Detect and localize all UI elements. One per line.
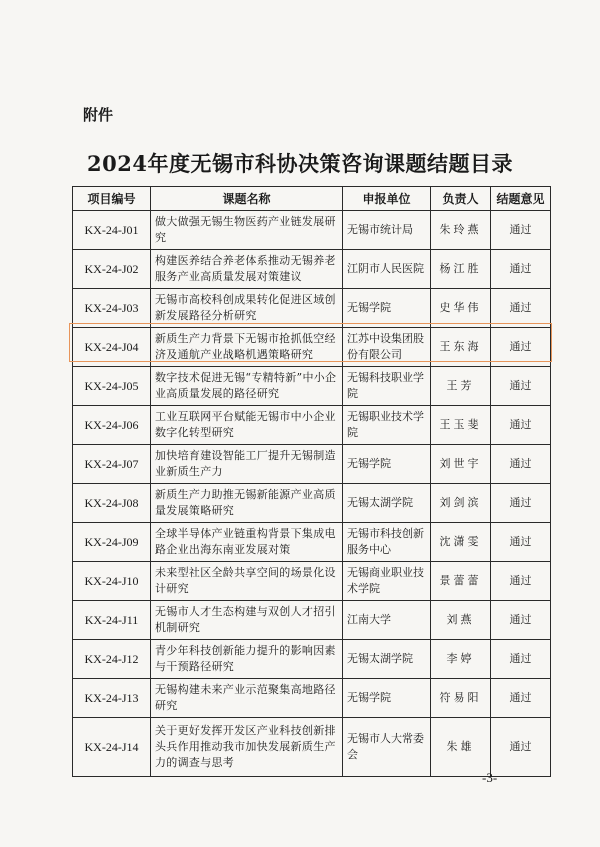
project-id-cell: KX-24-J13 xyxy=(73,679,151,718)
unit-cell: 无锡市科技创新服务中心 xyxy=(343,523,431,562)
header-topic-name: 课题名称 xyxy=(151,187,343,211)
result-cell: 通过 xyxy=(491,250,551,289)
header-leader: 负责人 xyxy=(431,187,491,211)
unit-cell: 无锡市人大常委会 xyxy=(343,718,431,777)
leader-cell: 李婷 xyxy=(431,640,491,679)
result-cell: 通过 xyxy=(491,406,551,445)
table-row xyxy=(73,523,551,562)
project-id-cell: KX-24-J11 xyxy=(73,601,151,640)
leader-cell: 刘剑滨 xyxy=(431,484,491,523)
project-id-cell: KX-24-J08 xyxy=(73,484,151,523)
header-project-id: 项目编号 xyxy=(73,187,151,211)
unit-cell: 无锡职业技术学院 xyxy=(343,406,431,445)
unit-cell: 无锡学院 xyxy=(343,679,431,718)
table-row xyxy=(73,562,551,601)
result-cell: 通过 xyxy=(491,367,551,406)
leader-cell: 王东海 xyxy=(431,328,491,367)
leader-cell: 符易阳 xyxy=(431,679,491,718)
project-id-cell: KX-24-J06 xyxy=(73,406,151,445)
table-row xyxy=(73,445,551,484)
project-id-cell: KX-24-J10 xyxy=(73,562,151,601)
topic-cell: 数字技术促进无锡“专精特新”中小企业高质量发展的路径研究 xyxy=(151,367,343,406)
result-cell: 通过 xyxy=(491,523,551,562)
project-catalog-table xyxy=(72,186,551,777)
project-id-cell: KX-24-J02 xyxy=(73,250,151,289)
result-cell: 通过 xyxy=(491,289,551,328)
unit-cell: 无锡商业职业技术学院 xyxy=(343,562,431,601)
table-row xyxy=(73,484,551,523)
unit-cell: 江南大学 xyxy=(343,601,431,640)
unit-cell: 江苏中设集团股份有限公司 xyxy=(343,328,431,367)
project-id-cell: KX-24-J14 xyxy=(73,718,151,777)
header-result: 结题意见 xyxy=(491,187,551,211)
topic-cell: 新质生产力助推无锡新能源产业高质量发展策略研究 xyxy=(151,484,343,523)
project-id-cell: KX-24-J04 xyxy=(73,328,151,367)
topic-cell: 无锡构建未来产业示范聚集高地路径研究 xyxy=(151,679,343,718)
page-number: -3- xyxy=(482,770,498,785)
unit-cell: 江阴市人民医院 xyxy=(343,250,431,289)
table-row-highlighted xyxy=(73,328,551,367)
topic-cell: 新质生产力背景下无锡市抢抓低空经济及通航产业战略机遇策略研究 xyxy=(151,328,343,367)
project-id-cell: KX-24-J01 xyxy=(73,211,151,250)
result-cell: 通过 xyxy=(491,718,551,777)
leader-cell: 沈潇雯 xyxy=(431,523,491,562)
unit-cell: 无锡学院 xyxy=(343,289,431,328)
topic-cell: 构建医养结合养老体系推动无锡养老服务产业高质量发展对策建议 xyxy=(151,250,343,289)
topic-cell: 未来型社区全龄共享空间的场景化设计研究 xyxy=(151,562,343,601)
table-row xyxy=(73,406,551,445)
leader-cell: 刘燕 xyxy=(431,601,491,640)
table-row xyxy=(73,640,551,679)
table-row xyxy=(73,367,551,406)
project-id-cell: KX-24-J05 xyxy=(73,367,151,406)
table-row xyxy=(73,289,551,328)
result-cell: 通过 xyxy=(491,679,551,718)
topic-cell: 加快培育建设智能工厂提升无锡制造业新质生产力 xyxy=(151,445,343,484)
document-title: 2024年度无锡市科协决策咨询课题结题目录 xyxy=(87,151,513,176)
leader-cell: 史华伟 xyxy=(431,289,491,328)
result-cell: 通过 xyxy=(491,211,551,250)
project-id-cell: KX-24-J12 xyxy=(73,640,151,679)
project-id-cell: KX-24-J07 xyxy=(73,445,151,484)
result-cell: 通过 xyxy=(491,562,551,601)
topic-cell: 做大做强无锡生物医药产业链发展研究 xyxy=(151,211,343,250)
table-row xyxy=(73,601,551,640)
leader-cell: 杨江胜 xyxy=(431,250,491,289)
unit-cell: 无锡市统计局 xyxy=(343,211,431,250)
table-row xyxy=(73,679,551,718)
topic-cell: 青少年科技创新能力提升的影响因素与干预路径研究 xyxy=(151,640,343,679)
table-row xyxy=(73,718,551,777)
topic-cell: 工业互联网平台赋能无锡市中小企业数字化转型研究 xyxy=(151,406,343,445)
topic-cell: 无锡市人才生态构建与双创人才招引机制研究 xyxy=(151,601,343,640)
unit-cell: 无锡学院 xyxy=(343,445,431,484)
leader-cell: 朱雄 xyxy=(431,718,491,777)
header-applicant-unit: 申报单位 xyxy=(343,187,431,211)
unit-cell: 无锡科技职业学院 xyxy=(343,367,431,406)
project-id-cell: KX-24-J03 xyxy=(73,289,151,328)
result-cell: 通过 xyxy=(491,445,551,484)
table-row xyxy=(73,211,551,250)
attachment-label: 附件 xyxy=(83,106,114,124)
result-cell: 通过 xyxy=(491,328,551,367)
leader-cell: 景蕾蕾 xyxy=(431,562,491,601)
unit-cell: 无锡太湖学院 xyxy=(343,640,431,679)
leader-cell: 王玉斐 xyxy=(431,406,491,445)
leader-cell: 刘世宇 xyxy=(431,445,491,484)
unit-cell: 无锡太湖学院 xyxy=(343,484,431,523)
result-cell: 通过 xyxy=(491,601,551,640)
topic-cell: 关于更好发挥开发区产业科技创新排头兵作用推动我市加快发展新质生产力的调查与思考 xyxy=(151,718,343,777)
result-cell: 通过 xyxy=(491,484,551,523)
topic-cell: 全球半导体产业链重构背景下集成电路企业出海东南亚发展对策 xyxy=(151,523,343,562)
result-cell: 通过 xyxy=(491,640,551,679)
leader-cell: 朱玲燕 xyxy=(431,211,491,250)
table-header-row xyxy=(73,187,551,211)
topic-cell: 无锡市高校科创成果转化促进区域创新发展路径分析研究 xyxy=(151,289,343,328)
leader-cell: 王芳 xyxy=(431,367,491,406)
project-id-cell: KX-24-J09 xyxy=(73,523,151,562)
table-row xyxy=(73,250,551,289)
